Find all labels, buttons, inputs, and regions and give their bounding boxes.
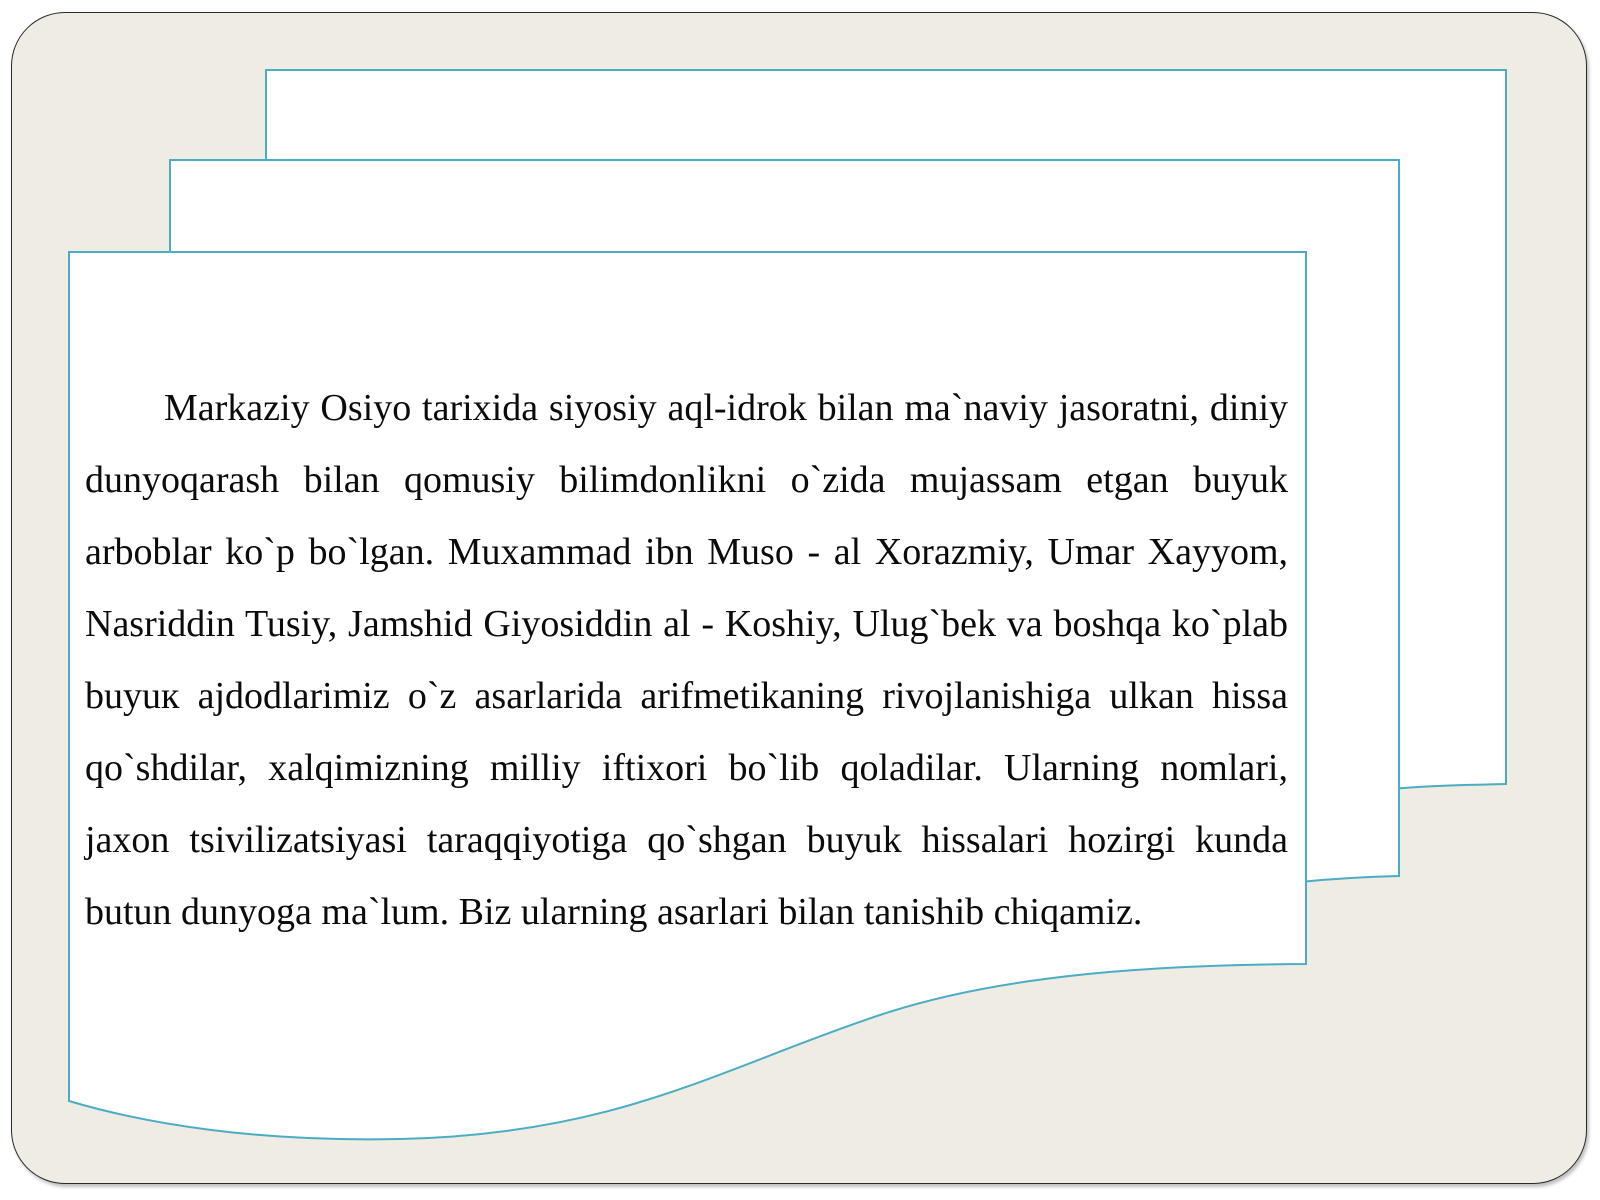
body-paragraph: Markaziy Osiyo tarixida siyosiy aql-idrok bilan ma`naviy jasoratni, diniy dunyoqarash bilan qomusiy bilimdonlikni o`zida mujassam etgan buyuk arboblar ko`p bo`lgan. Muxammad ibn Muso - al Xorazmiy, Umar Xayyom, Nasriddin Tusiy, Jamshid Giyosiddin al - Koshiy, Ulug`bek va boshqa ko`plab buyuк ajdodlarimiz o`z asarlarida arifmetikaning rivojlanishiga ulkan hissa qo`shdilar, xalqimizning milliy iftixori bo`lib qoladilar. Ularning nomlari, jaxon tsivilizatsiyasi taraqqiyotiga qo`shgan buyuk hissalari hozirgi kunda butun dunyoga ma`lum. Biz ularning asarlari bilan tanishib chiqamiz. bbox=[85, 387, 1288, 933]
